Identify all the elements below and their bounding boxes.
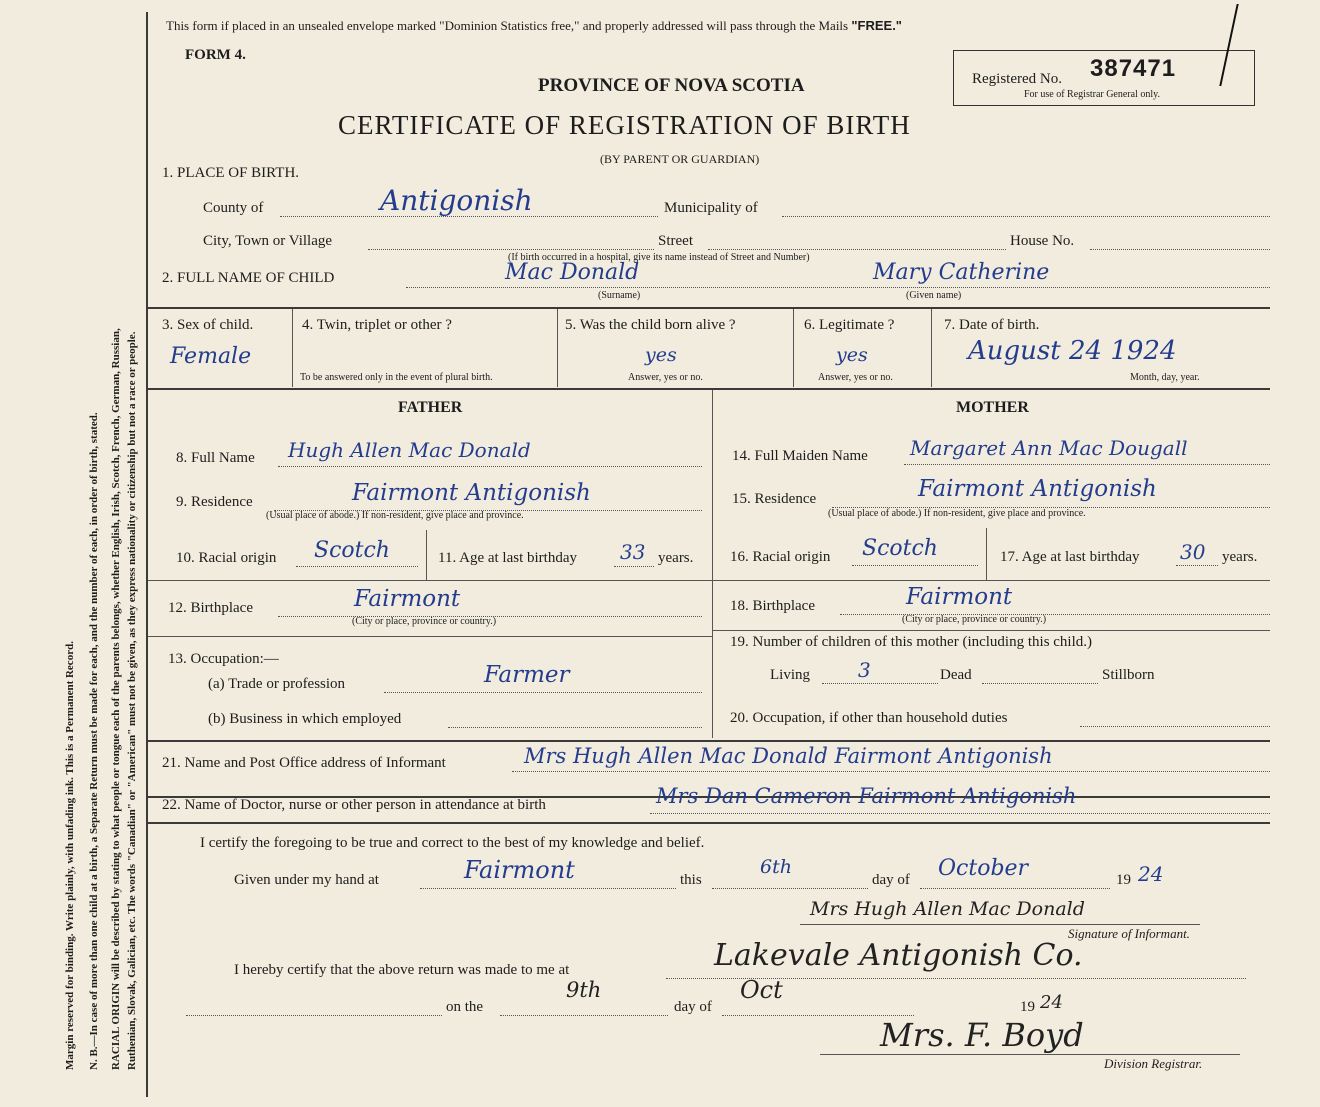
rule-top-parents (148, 388, 1270, 390)
child-name-label: 2. FULL NAME OF CHILD (162, 270, 335, 286)
form-number: FORM 4. (185, 47, 246, 63)
place-of-birth-heading: 1. PLACE OF BIRTH. (162, 165, 300, 181)
registrar-year-value: 24 (1040, 992, 1063, 1013)
rule-top-row3 (148, 307, 1270, 309)
mother-age-value: 30 (1180, 540, 1206, 564)
margin-note-nb: N. B.—In case of more than one child at a birth, a Separate Return must be made for each, and the number of each, in order of birth, stated. (88, 412, 100, 1070)
given-month-value: October (938, 856, 1029, 881)
given-place-value: Fairmont (464, 856, 575, 884)
given-year-prefix: 19 (1116, 872, 1131, 888)
child-given-name: Mary Catherine (873, 260, 1050, 285)
father-birthplace-note: (City or place, province or country.) (352, 616, 497, 627)
twin-label: 4. Twin, triplet or other ? (302, 317, 452, 333)
given-month-line (920, 888, 1110, 889)
doctor-value: Mrs Dan Cameron Fairmont Antigonish (656, 784, 1077, 808)
given-label: Given under my hand at (234, 872, 379, 888)
mother-race-value: Scotch (862, 536, 938, 561)
business-line (448, 727, 702, 728)
registered-label: Registered No. (972, 71, 1062, 87)
father-residence-value: Fairmont Antigonish (352, 480, 591, 506)
legitimate-value: yes (836, 344, 868, 366)
registrar-year-prefix: 19 (1020, 999, 1035, 1015)
given-year-value: 24 (1138, 862, 1164, 886)
col-divider (931, 309, 932, 387)
registrar-caption: Division Registrar. (1104, 1056, 1203, 1071)
mother-age-label: 17. Age at last birthday (1000, 549, 1140, 565)
mother-years: years. (1222, 549, 1258, 565)
mother-name-line (904, 464, 1270, 465)
mother-race-divider (986, 528, 987, 580)
doctor-line (650, 813, 1270, 814)
street-line (708, 249, 1006, 250)
registrar-note: For use of Registrar General only. (1024, 89, 1160, 100)
county-label: County of (203, 200, 264, 216)
mother-rule-1 (712, 580, 1270, 581)
col-divider (557, 309, 558, 387)
postage-text: This form if placed in an unsealed envelope marked "Dominion Statistics free," and properly addressed will pass through the Mails (166, 18, 849, 33)
registrar-day-of-label: day of (674, 999, 712, 1015)
page-title: CERTIFICATE OF REGISTRATION OF BIRTH (338, 110, 911, 140)
trade-value: Farmer (484, 662, 570, 688)
informant-label: 21. Name and Post Office address of Informant (162, 755, 446, 771)
father-age-value: 33 (620, 540, 646, 564)
sex-value: Female (170, 344, 252, 369)
informant-signature-line (800, 924, 1200, 925)
mother-birthplace-value: Fairmont (906, 584, 1013, 610)
rule-certify (148, 822, 1270, 824)
mother-age-line (1176, 565, 1218, 566)
municipality-line (782, 216, 1270, 217)
page-subtitle: (BY PARENT OR GUARDIAN) (600, 152, 760, 166)
province-heading: PROVINCE OF NOVA SCOTIA (538, 75, 805, 96)
postage-note (166, 18, 902, 34)
registered-number: 387471 (1090, 55, 1177, 82)
dob-value: August 24 1924 (968, 336, 1177, 366)
trade-label: (a) Trade or profession (208, 676, 346, 692)
business-label: (b) Business in which employed (208, 711, 402, 727)
dead-line (982, 683, 1098, 684)
registrar-month-value: Oct (740, 976, 783, 1004)
county-value: Antigonish (380, 184, 533, 217)
father-race-value: Scotch (314, 538, 390, 563)
trade-line (384, 692, 702, 693)
informant-line (512, 771, 1270, 772)
mother-name-value: Margaret Ann Mac Dougall (910, 436, 1188, 460)
margin-rule (146, 12, 148, 1097)
margin-note-binding: Margin reserved for binding. Write plainly, with unfading ink. This is a Permanent Record. (64, 641, 76, 1070)
hospital-note: (If birth occurred in a hospital, give its name instead of Street and Number) (508, 252, 810, 263)
informant-value: Mrs Hugh Allen Mac Donald Fairmont Antigonish (524, 744, 1053, 768)
father-age-label: 11. Age at last birthday (438, 550, 577, 566)
informant-signature-caption: Signature of Informant. (1068, 926, 1190, 941)
certify-statement: I certify the foregoing to be true and correct to the best of my knowledge and belief. (200, 835, 705, 851)
mother-birthplace-label: 18. Birthplace (730, 598, 815, 614)
father-race-label: 10. Racial origin (176, 550, 277, 566)
father-residence-label: 9. Residence (176, 494, 253, 510)
city-label: City, Town or Village (203, 233, 333, 249)
street-label: Street (658, 233, 693, 249)
registrar-pre-line (186, 1015, 442, 1016)
rule-informant (148, 740, 1270, 742)
mother-heading: MOTHER (956, 399, 1029, 416)
children-count-label: 19. Number of children of this mother (including this child.) (730, 634, 1093, 650)
father-rule-1 (148, 580, 712, 581)
doctor-label: 22. Name of Doctor, nurse or other person in attendance at birth (162, 797, 546, 813)
father-name-label: 8. Full Name (176, 450, 255, 466)
alive-label: 5. Was the child born alive ? (565, 317, 736, 333)
registrar-day-value: 9th (566, 978, 602, 1002)
father-occupation-heading: 13. Occupation:— (168, 651, 279, 667)
living-label: Living (770, 667, 810, 683)
given-day-line (712, 888, 868, 889)
father-name-value: Hugh Allen Mac Donald (288, 438, 531, 462)
given-day-value: 6th (760, 856, 792, 878)
mother-race-line (852, 565, 978, 566)
given-caption: (Given name) (906, 290, 962, 301)
father-name-line (278, 466, 702, 467)
child-surname: Mac Donald (505, 260, 640, 285)
dob-note: Month, day, year. (1130, 372, 1200, 383)
father-residence-note: (Usual place of abode.) If non-resident, give place and province. (266, 510, 524, 521)
mother-rule-2 (712, 630, 1270, 631)
sex-label: 3. Sex of child. (162, 317, 254, 333)
given-day-of-label: day of (872, 872, 910, 888)
father-heading: FATHER (398, 399, 463, 416)
father-birthplace-value: Fairmont (354, 586, 461, 612)
registration-box (953, 50, 1255, 106)
parents-divider (712, 390, 713, 738)
col-divider (292, 309, 293, 387)
mother-occupation-label: 20. Occupation, if other than household duties (730, 710, 1008, 726)
father-age-line (614, 566, 654, 567)
house-label: House No. (1010, 233, 1075, 249)
legitimate-label: 6. Legitimate ? (804, 317, 895, 333)
registrar-on-label: on the (446, 999, 484, 1015)
free-mark: "FREE." (851, 18, 902, 33)
registrar-place-value: Lakevale Antigonish Co. (714, 938, 1083, 973)
stillborn-label: Stillborn (1102, 667, 1155, 683)
father-years: years. (658, 550, 694, 566)
mother-residence-label: 15. Residence (732, 491, 817, 507)
registrar-day-line (500, 1015, 668, 1016)
mother-race-label: 16. Racial origin (730, 549, 831, 565)
legitimate-note: Answer, yes or no. (818, 372, 893, 383)
margin-note-racial-2: Ruthenian, Slovak, Galician, etc. The words "Canadian" or "American" must not be given, as they express nationality or citizenship but not a race or people. (126, 331, 138, 1070)
given-place-line (420, 888, 676, 889)
mother-name-label: 14. Full Maiden Name (732, 448, 868, 464)
registrar-signature-line (820, 1054, 1240, 1055)
house-line (1090, 249, 1270, 250)
alive-value: yes (645, 344, 677, 366)
surname-caption: (Surname) (598, 290, 641, 301)
municipality-label: Municipality of (664, 200, 758, 216)
alive-note: Answer, yes or no. (628, 372, 703, 383)
col-divider (793, 309, 794, 387)
dead-label: Dead (940, 667, 972, 683)
mother-occupation-line (1080, 726, 1270, 727)
twin-note: To be answered only in the event of plural birth. (300, 372, 493, 383)
living-value: 3 (858, 658, 871, 682)
dob-label: 7. Date of birth. (944, 317, 1040, 333)
mother-residence-note: (Usual place of abode.) If non-resident, give place and province. (828, 508, 1086, 519)
mother-birthplace-note: (City or place, province or country.) (902, 614, 1047, 625)
mother-residence-value: Fairmont Antigonish (918, 476, 1157, 502)
registrar-signature: Mrs. F. Boyd (880, 1016, 1084, 1054)
father-race-divider (426, 530, 427, 580)
city-line (368, 249, 654, 250)
margin-note-racial-1: RACIAL ORIGIN will be described by stating to what people or tongue each of the parents belongs, whether English, Irish, Scotch, French, German, Russian, (110, 328, 122, 1070)
informant-signature: Mrs Hugh Allen Mac Donald (810, 898, 1085, 920)
father-rule-2 (148, 636, 712, 637)
living-line (822, 683, 938, 684)
father-birthplace-label: 12. Birthplace (168, 600, 253, 616)
this-label: this (680, 872, 702, 888)
child-name-line (406, 287, 1270, 288)
father-race-line (296, 566, 418, 567)
registrar-statement: I hereby certify that the above return was made to me at (234, 962, 570, 978)
